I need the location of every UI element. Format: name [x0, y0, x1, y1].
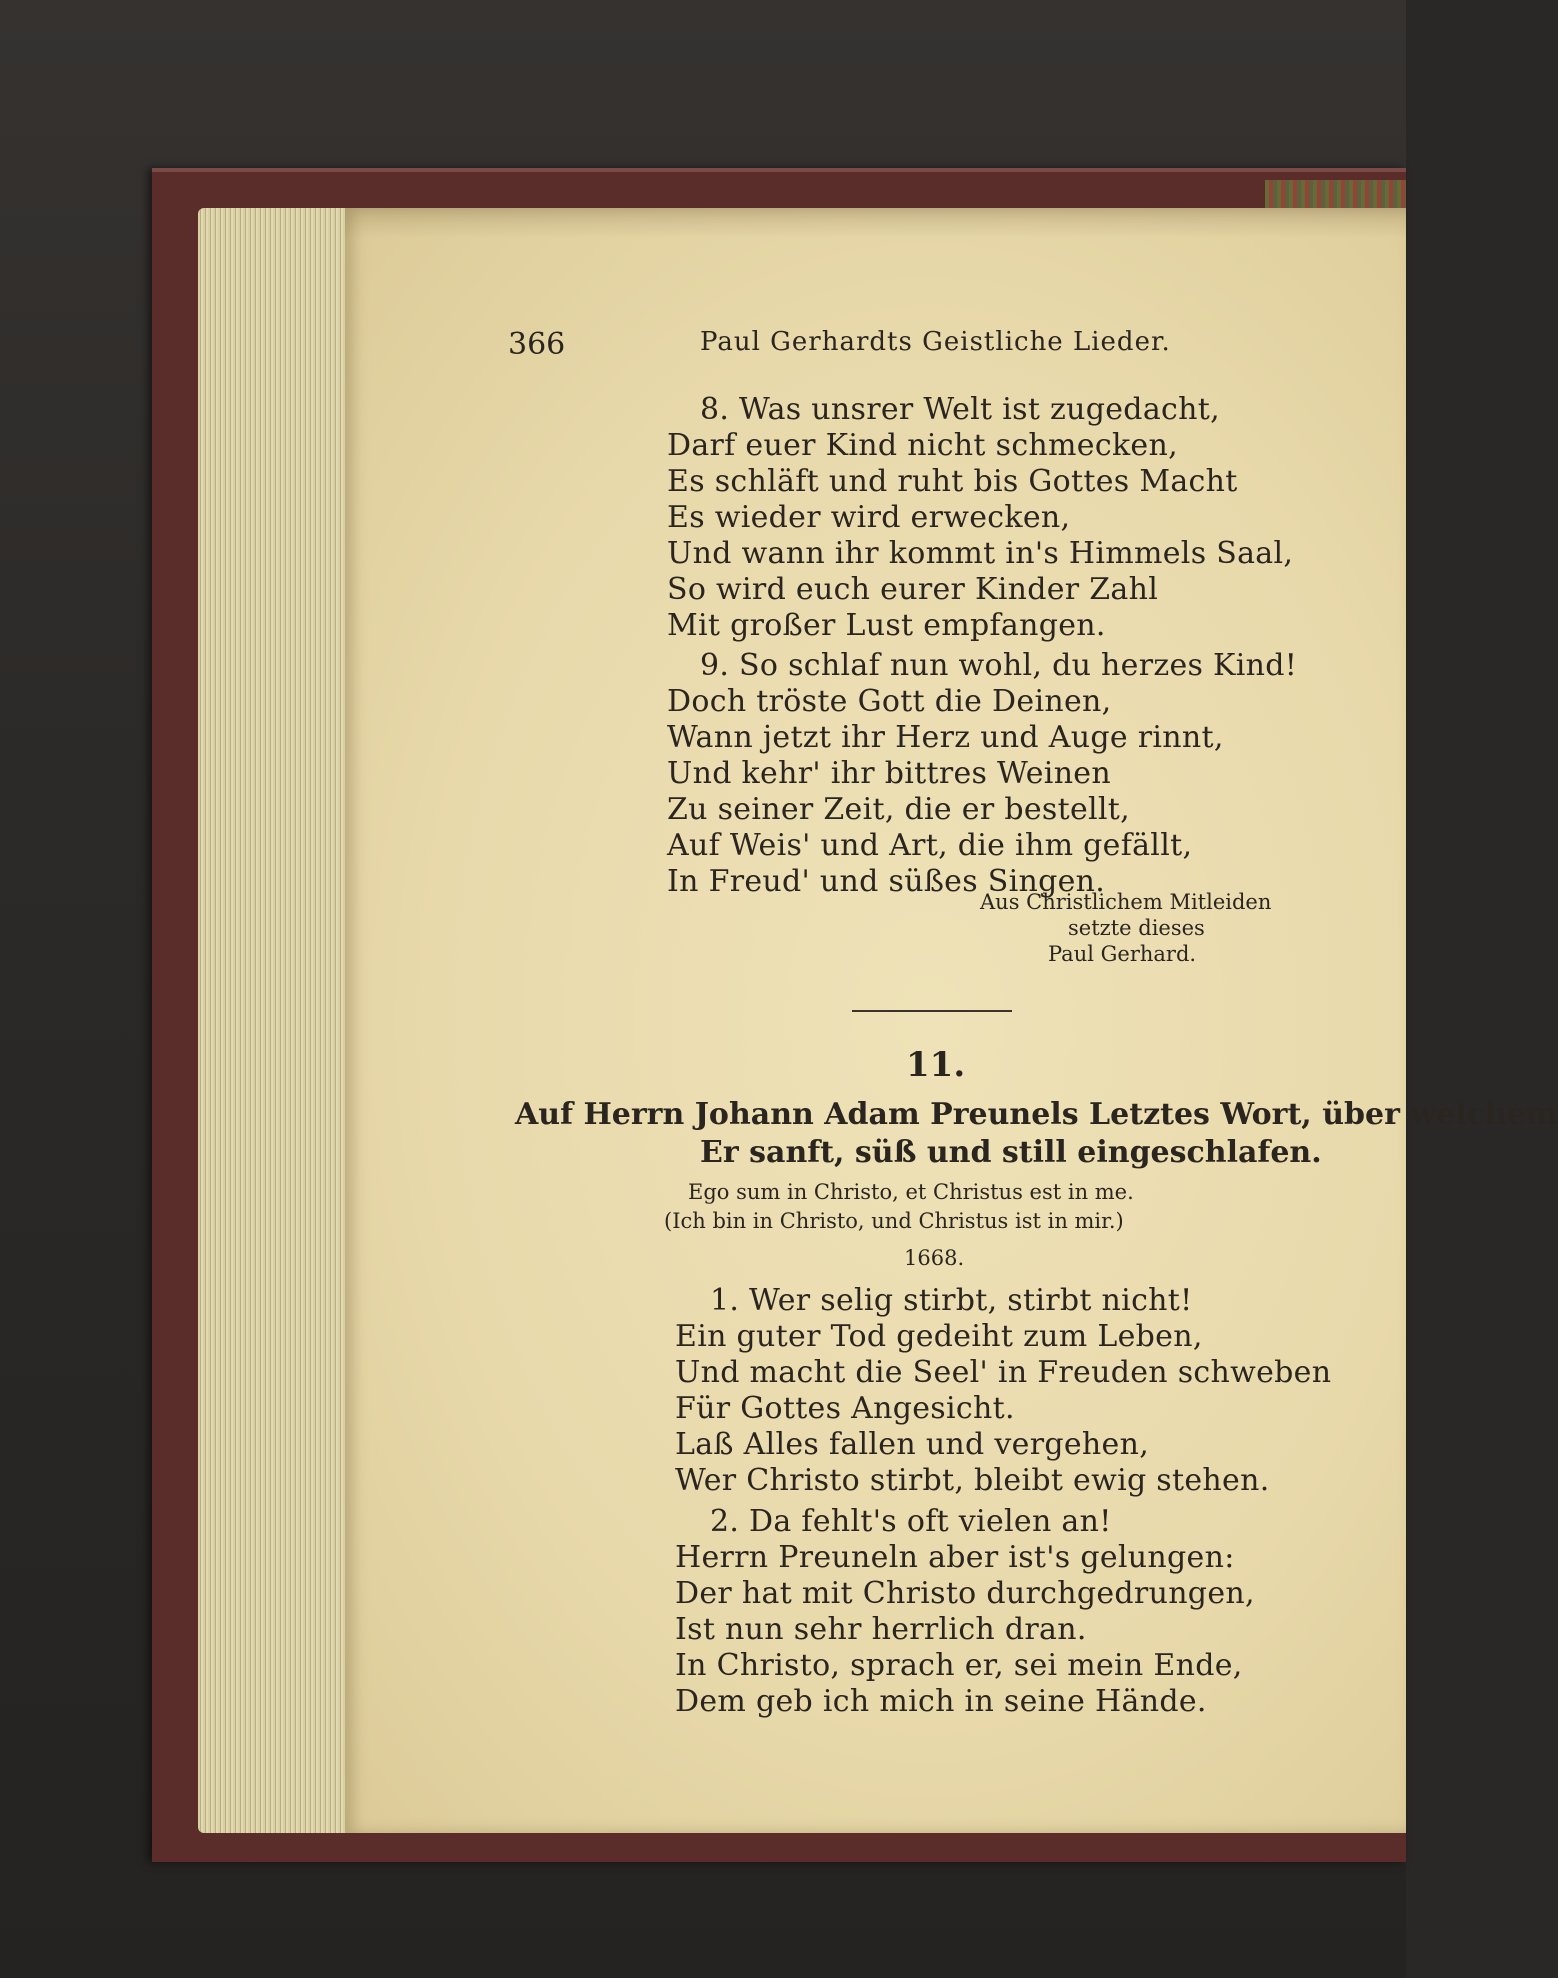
- running-title: Paul Gerhardts Geistliche Lieder.: [700, 327, 1171, 357]
- verse-line: Dem geb ich mich in seine Hände.: [675, 1684, 1207, 1719]
- verse-line: Und kehr' ihr bittres Weinen: [667, 756, 1111, 791]
- page-top-shadow: [345, 208, 1406, 238]
- verse-line: Herrn Preuneln aber ist's gelungen:: [675, 1540, 1235, 1575]
- verse-line: 9. So schlaf nun wohl, du herzes Kind!: [700, 648, 1298, 683]
- verse-line: In Freud' und süßes Singen.: [667, 864, 1106, 899]
- verse-line: Doch tröste Gott die Deinen,: [667, 684, 1112, 719]
- verse-line: So wird euch eurer Kinder Zahl: [667, 572, 1159, 607]
- verse-line: Darf euer Kind nicht schmecken,: [667, 428, 1178, 463]
- cover-headband: [1265, 180, 1406, 210]
- verse-line: Der hat mit Christo durchgedrungen,: [675, 1576, 1255, 1611]
- epigraph-latin: Ego sum in Christo, et Christus est in me.: [688, 1180, 1134, 1204]
- attribution-line: setzte dieses: [1068, 916, 1205, 940]
- page-block-edges: [198, 208, 348, 1833]
- verse-line: Laß Alles fallen und vergehen,: [675, 1427, 1150, 1462]
- verse-line: In Christo, sprach er, sei mein Ende,: [675, 1648, 1243, 1683]
- song-number: 11.: [906, 1045, 966, 1085]
- attribution-author: Paul Gerhard.: [1048, 942, 1197, 966]
- verse-line: Und macht die Seel' in Freuden schweben: [675, 1355, 1332, 1390]
- song-year: 1668.: [904, 1246, 965, 1270]
- verse-line: Zu seiner Zeit, die er bestellt,: [667, 792, 1130, 827]
- verse-line: Es schläft und ruht bis Gottes Macht: [667, 464, 1238, 499]
- section-divider: [852, 1010, 1012, 1012]
- verse-line: Wer Christo stirbt, bleibt ewig stehen.: [675, 1463, 1270, 1498]
- verse-line: Ein guter Tod gedeiht zum Leben,: [675, 1319, 1203, 1354]
- verse-line: Ist nun sehr herrlich dran.: [675, 1612, 1087, 1647]
- song-title-line2: Er sanft, süß und still eingeschlafen.: [700, 1135, 1322, 1170]
- verse-line: Es wieder wird erwecken,: [667, 500, 1071, 535]
- song-title-line1: Auf Herrn Johann Adam Preunels Letztes Wort, über welchem: [515, 1097, 1558, 1132]
- attribution-line: Aus Christlichem Mitleiden: [980, 890, 1272, 914]
- verse-line: 1. Wer selig stirbt, stirbt nicht!: [710, 1283, 1193, 1318]
- verse-line: Für Gottes Angesicht.: [675, 1391, 1015, 1426]
- verse-line: Und wann ihr kommt in's Himmels Saal,: [667, 536, 1294, 571]
- verse-line: Mit großer Lust empfangen.: [667, 608, 1106, 643]
- verse-line: Auf Weis' und Art, die ihm gefällt,: [667, 828, 1193, 863]
- epigraph-german: (Ich bin in Christo, und Christus ist in mir.): [664, 1209, 1124, 1233]
- page-number: 366: [508, 327, 566, 362]
- verse-line: Wann jetzt ihr Herz und Auge rinnt,: [667, 720, 1224, 755]
- verse-line: 8. Was unsrer Welt ist zugedacht,: [700, 392, 1220, 427]
- verse-line: 2. Da fehlt's oft vielen an!: [710, 1504, 1112, 1539]
